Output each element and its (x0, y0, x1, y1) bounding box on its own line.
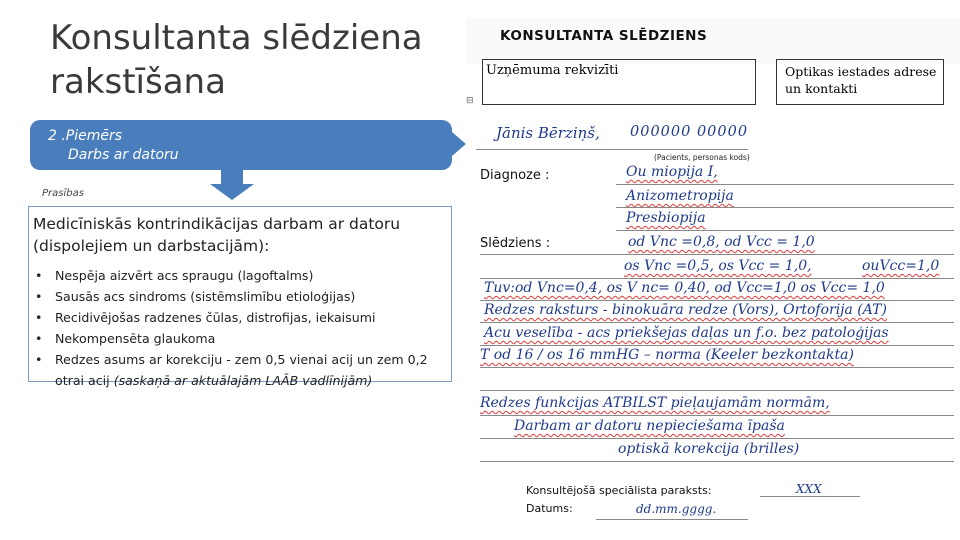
divider (616, 184, 954, 185)
arrow-down-icon (221, 170, 243, 184)
divider (480, 278, 954, 279)
conclusion-line-6: Acu veselība - acs priekšejas daļas un f.o. bez patoloģijas (484, 325, 889, 341)
requirements-label: Prasības (42, 188, 84, 199)
side-marker-icon: ⊟ (466, 96, 474, 106)
company-details-box: Uzņēmuma rekvizīti (482, 59, 756, 105)
contraindications-box (28, 206, 452, 388)
divider (616, 207, 954, 208)
optics-address-box (776, 59, 944, 105)
example-subtitle: Darbs ar datoru (68, 147, 179, 163)
optics-line-1: Optikas iestades adrese (785, 64, 937, 79)
signature-line (760, 496, 860, 497)
conclusion-line-7: T od 16 / os 16 mmHG – norma (Keeler bezkontakta) (480, 347, 854, 363)
conclusion-line-2: os Vnc =0,5, os Vcc = 1,0, (624, 258, 812, 274)
slide-title: Konsultanta slēdziena rakstīšana (50, 18, 423, 102)
conclusion-line-9: Darbam ar datoru nepieciešama īpaša (514, 418, 785, 434)
conclusion-line-10: optiskā korekcija (brilles) (618, 441, 800, 457)
divider (480, 438, 954, 439)
arrow-down-head-icon (210, 184, 254, 200)
conclusion-line-5: Redzes raksturs - binokuāra redze (Vors), Ortoforija (AT) (484, 302, 887, 318)
list-item: • Nespēja aizvērt acs spraugu (lagoftalms) (33, 265, 447, 286)
list-item: • Recidivējošas radzenes čūlas, distrofijas, iekaisumi (33, 307, 447, 328)
divider (480, 390, 954, 391)
form-title: KONSULTANTA SLĒDZIENS (500, 28, 708, 44)
heading-rest: darbam ar datoru (dispolejiem un darbstacijām): (33, 215, 401, 255)
list-item: • Sausās acs sindroms (sistēmslimību etioloģijas) (33, 286, 447, 307)
diagnosis-line-2: Anizometropija (626, 188, 734, 204)
date-line (596, 519, 748, 520)
divider (476, 149, 748, 150)
conclusion-label: Slēdziens : (480, 236, 551, 251)
signature-label: Konsultējošā speciālista paraksts: (526, 484, 712, 497)
conclusion-line-1: od Vnc =0,8, od Vcc = 1,0 (628, 234, 815, 250)
conclusion-line-8: Redzes funkcijas ATBILST pieļaujamām normām, (480, 395, 830, 411)
signature-value: XXX (796, 482, 822, 496)
contraindications-heading (33, 213, 447, 257)
conclusion-line-4: Tuv:od Vnc=0,4, os V nc= 0,40, od Vcc=1,0 os Vcc= 1,0 (484, 280, 885, 296)
diagnosis-label: Diagnoze : (480, 168, 550, 183)
list-item: • Nekompensēta glaukoma (33, 328, 447, 349)
example-number: 2 .Piemērs (48, 128, 123, 144)
conclusion-line-3: ouVcc=1,0 (862, 258, 940, 274)
diagnosis-line-3: Presbiopija (626, 210, 706, 226)
divider (480, 415, 954, 416)
divider (480, 254, 954, 255)
guideline-note: (saskaņā ar aktuālajām LAĀB vadlīnijām) (113, 373, 373, 388)
heading-bold: Medicīniskās kontrindikācijas (33, 215, 259, 233)
diagnosis-line-1: Ou miopija I, (626, 164, 718, 180)
patient-code: 000000 00000 (630, 124, 749, 140)
divider (480, 322, 954, 323)
date-value: dd.mm.gggg. (636, 502, 717, 516)
divider (480, 367, 954, 368)
arrow-right-icon (452, 132, 466, 156)
patient-note: (Pacients, personas kods) (654, 153, 750, 162)
list-item: • Redzes asums ar korekciju - zem 0,5 vienai acij un zem 0,2 otrai acij (saskaņā ar aktuālajām LAĀB vadlīnijām) (33, 349, 447, 391)
optics-line-2: un kontakti (785, 81, 858, 96)
divider (480, 300, 954, 301)
divider (616, 230, 954, 231)
divider (480, 461, 954, 462)
patient-name: Jānis Bērziņš, (496, 124, 600, 142)
date-label: Datums: (526, 502, 573, 515)
divider (480, 345, 954, 346)
consultant-form (466, 16, 960, 540)
contraindications-list (33, 265, 447, 391)
example-box (30, 120, 452, 170)
